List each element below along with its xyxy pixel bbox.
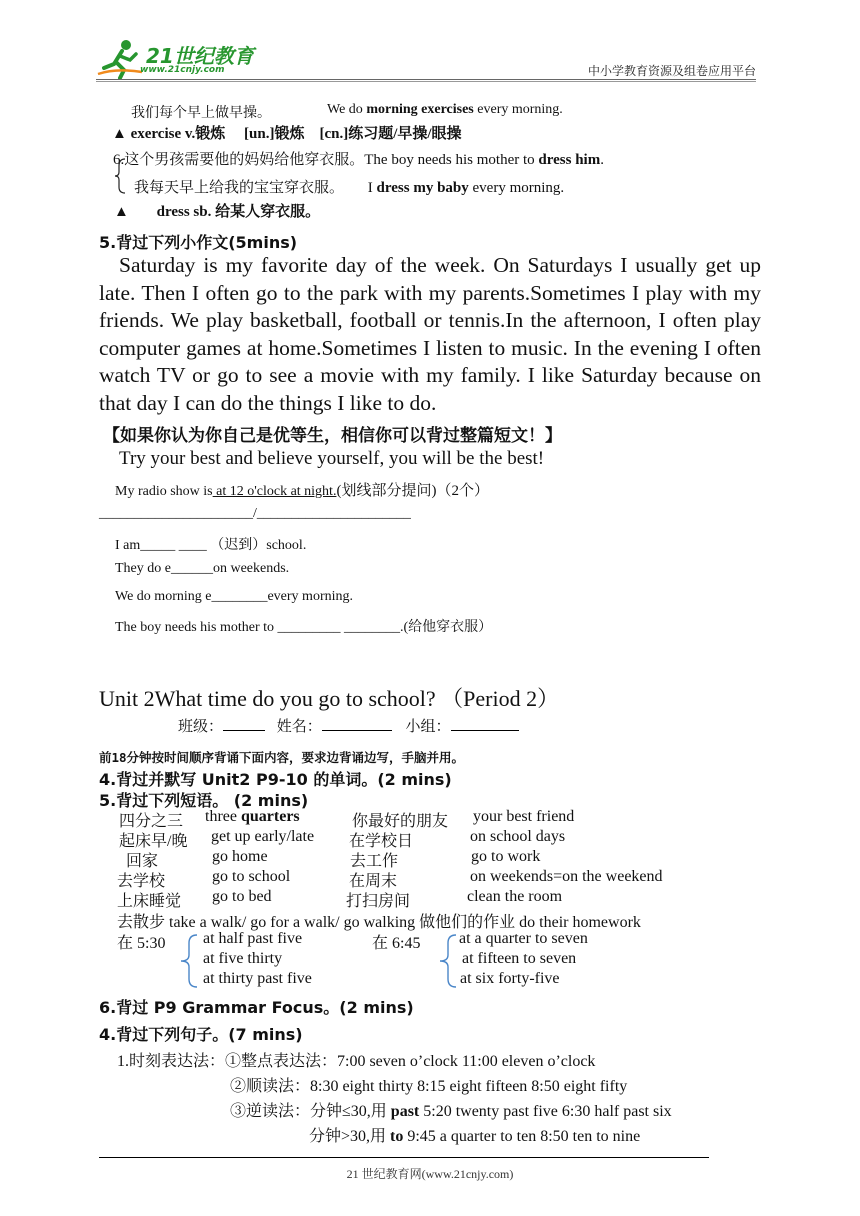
sentence-3: [230, 1098, 672, 1121]
answer-line-1: ______________________/______________________: [99, 506, 411, 521]
phrase-cn-2: 在学校日: [349, 833, 414, 850]
class-label: 班级：: [178, 719, 224, 735]
sentence-4: [309, 1123, 640, 1146]
sentence-text-end: 5:20 twenty past five 6:30 half past six: [419, 1103, 672, 1120]
phrase-en: go to school: [212, 868, 291, 885]
question-text: My radio show is: [115, 484, 213, 499]
time-item: at half past five: [203, 930, 303, 947]
time-item: at five thirty: [203, 950, 283, 967]
phrase-en-2: your best friend: [473, 808, 575, 825]
walk-homework-line: 去散步 take a walk/ go for a walk/ go walking 做他们的作业 do their homework: [117, 914, 641, 931]
try-best-line: Try your best and believe yourself, you will be the best!: [119, 448, 545, 469]
logo-text: 21世纪教育: [146, 44, 254, 68]
unit-title: Unit 2What time do you go to school? （Period 2）: [99, 686, 560, 711]
encourage-line: 【如果你认为你自己是优等生，相信你可以背过整篇短文！】: [103, 426, 562, 446]
phrase-en-2: go to work: [471, 848, 541, 865]
question-4: We do morning e________every morning.: [115, 589, 353, 604]
name-blank: [322, 717, 392, 731]
en-text-end: .: [600, 152, 604, 168]
cn-text: 我们每个早上做早操。: [131, 106, 271, 121]
sentence-bold: to: [390, 1128, 404, 1145]
dress-note-text: dress sb. 给某人穿衣服。: [156, 204, 321, 220]
time-item: at thirty past five: [203, 970, 312, 987]
phrase-en: go home: [212, 848, 268, 865]
cn-text: 我每天早上给我的宝宝穿衣服。: [134, 180, 345, 196]
group-blank: [451, 717, 519, 731]
phrase-en-text: three: [205, 808, 241, 825]
en-text: We do: [327, 102, 367, 117]
heading-6-grammar: 6.背过 P9 Grammar Focus。(2 mins): [99, 998, 414, 1017]
phrase-en: [205, 808, 300, 826]
en-text-end: every morning.: [473, 102, 563, 117]
dress-sentence-2: [134, 176, 564, 197]
phrase-en: go to bed: [212, 888, 272, 905]
sentence-1: 1.时刻表达法：①整点表达法：7:00 seven o’clock 11:00 eleven o’clock: [117, 1053, 596, 1070]
brace-icon: [113, 158, 127, 194]
phrase-cn-2: 去工作: [350, 853, 399, 870]
exercise-note: [112, 122, 462, 143]
footer-divider: [99, 1157, 709, 1158]
time-label-645: 在 6:45: [372, 935, 421, 952]
exercise-note-text: exercise v.锻炼 [un.]锻炼 [cn.]练习题/早操/眼操: [130, 126, 462, 142]
student-info: [178, 715, 519, 736]
morning-exercise-cn: [131, 102, 271, 122]
header-platform-text: 中小学教育资源及组卷应用平台: [587, 64, 756, 78]
en-bold: morning exercises: [366, 102, 474, 117]
en-text-end: every morning.: [468, 180, 565, 196]
time-label-530: 在 5:30: [117, 935, 166, 952]
phrase-cn-2: 你最好的朋友: [352, 813, 449, 830]
question-3: They do e______on weekends.: [115, 561, 290, 576]
header-divider-thin: [96, 81, 756, 82]
morning-exercise-en: [327, 102, 563, 118]
logo-url: www.21cnjy.com: [140, 65, 225, 75]
heading-4-words: 4.背过并默写 Unit2 P9-10 的单词。(2 mins): [99, 770, 452, 789]
essay-text: Saturday is my favorite day of the week. On Saturdays I usually get up late. Then I often go to the park with my parents.Sometimes I play with my friends. We play basketball, football or tennis.In the afternoon, I often play computer games at home.Sometimes I listen to music. In the evening I often watch TV or go to see a movie with my family. I like Saturday because on that day I can do the things I like to do.: [99, 253, 761, 415]
group-label: 小组：: [405, 719, 451, 735]
en-text: The boy needs his mother to: [364, 152, 539, 168]
sentence-2: ②顺读法：8:30 eight thirty 8:15 eight fifteen 8:50 eight fifty: [230, 1078, 628, 1095]
essay-heading: 5.背过下列小作文(5mins): [99, 233, 298, 252]
cn-text: 这个男孩需要他的妈妈给他穿衣服。: [124, 152, 365, 168]
triangle-icon: ▲: [114, 204, 129, 220]
logo: [96, 38, 266, 80]
time-item: at six forty-five: [460, 970, 560, 987]
phrase-cn: 起床早/晚: [119, 833, 188, 850]
class-blank: [223, 717, 265, 731]
question-5: The boy needs his mother to _________ ________.(给他穿衣服）: [115, 620, 493, 635]
phrase-en-2: clean the room: [467, 888, 563, 905]
triangle-icon: ▲: [112, 126, 127, 142]
question-1: [115, 479, 489, 500]
sentence-text: 分钟>30,用: [309, 1128, 391, 1145]
phrase-cn: 去学校: [117, 873, 166, 890]
question-2: I am_____ ____ （迟到）school.: [115, 538, 307, 553]
phrase-en-bold: quarters: [240, 808, 300, 825]
brace-icon: [436, 933, 458, 989]
phrase-cn-2: 在周末: [349, 873, 398, 890]
sentence-text: ③逆读法：分钟≤30,用: [230, 1103, 391, 1120]
dress-note: [114, 200, 320, 221]
en-bold: dress my baby: [376, 180, 469, 196]
phrase-en-2: on weekends=on the weekend: [470, 868, 663, 885]
phrase-cn: 上床睡觉: [117, 893, 182, 910]
phrase-cn-2: 打扫房间: [346, 893, 411, 910]
time-item: at fifteen to seven: [462, 950, 577, 967]
header-divider: [96, 79, 756, 80]
instruction-line: 前18分钟按时间顺序背诵下面内容，要求边背诵边写，手脑并用。: [99, 750, 465, 765]
phrase-en: get up early/late: [211, 828, 315, 845]
question-instruction: (划线部分提问)（2个）: [336, 483, 489, 499]
runner-logo-icon: [96, 38, 146, 80]
name-label: 姓名：: [276, 719, 322, 735]
sentence-text-end: 9:45 a quarter to ten 8:50 ten to nine: [403, 1128, 641, 1145]
heading-5-phrases: 5.背过下列短语。 (2 mins): [99, 791, 309, 810]
en-bold: dress him: [538, 152, 601, 168]
footer-text: 21 世纪教育网(www.21cnjy.com): [346, 1167, 514, 1181]
brace-icon: [177, 933, 199, 989]
dress-sentence-1: [113, 148, 604, 169]
sentence-bold: past: [390, 1103, 420, 1120]
time-item: at a quarter to seven: [459, 930, 588, 947]
phrase-cn: 回家: [126, 853, 159, 870]
underlined-part: at 12 o'clock at night.: [212, 484, 337, 499]
phrase-cn: 四分之三: [119, 813, 184, 830]
phrase-en-2: on school days: [470, 828, 566, 845]
en-text: I: [367, 180, 377, 196]
heading-4-sentences: 4.背过下列句子。(7 mins): [99, 1025, 303, 1044]
item-number: 6.: [113, 152, 125, 168]
essay-paragraph: [99, 252, 761, 417]
